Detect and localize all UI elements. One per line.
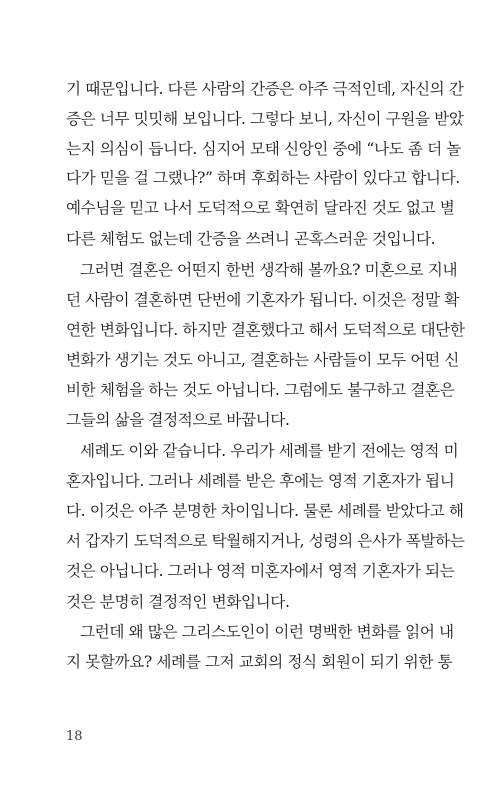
text-line: 그들의 삶을 결정적으로 바꿉니다. <box>66 411 290 429</box>
text-line: 기 때문입니다. 다른 사람의 간증은 아주 극적인데, 자신의 간 <box>66 80 464 98</box>
text-line: 비한 체험을 하는 것도 아닙니다. 그럼에도 불구하고 결혼은 <box>66 381 455 399</box>
text-line: 혼자입니다. 그러나 세례를 받은 후에는 영적 기혼자가 됩니 <box>66 472 455 490</box>
text-line: 변화가 생기는 것도 아니고, 결혼하는 사람들이 모두 어떤 신 <box>66 351 459 369</box>
text-line-paragraph-start: 그러면 결혼은 어떤지 한번 생각해 볼까요? 미혼으로 지내 <box>80 261 458 279</box>
text-line: 예수님을 믿고 나서 도덕적으로 확연히 달라진 것도 없고 별 <box>66 199 455 217</box>
text-line: 다른 체험도 없는데 간증을 쓰려니 곤혹스러운 것입니다. <box>66 230 436 248</box>
text-line: 다. 이것은 아주 분명한 차이입니다. 물론 세례를 받았다고 해 <box>66 502 464 520</box>
text-line-paragraph-start: 세례도 이와 같습니다. 우리가 세례를 받기 전에는 영적 미 <box>80 442 459 460</box>
text-line: 다가 믿을 걸 그랬나?” 하며 후회하는 사람이 있다고 합니다. <box>66 169 460 187</box>
text-line: 것은 아닙니다. 그러나 영적 미혼자에서 영적 기혼자가 되는 <box>66 562 455 580</box>
text-line: 것은 분명히 결정적인 변화입니다. <box>66 593 290 611</box>
text-line: 던 사람이 결혼하면 단번에 기혼자가 됩니다. 이것은 정말 확 <box>66 291 459 309</box>
text-line-paragraph-start: 그런데 왜 많은 그리스도인이 이런 명백한 변화를 읽어 내 <box>80 623 454 641</box>
text-line: 지 못할까요? 세례를 그저 교회의 정식 회원이 되기 위한 통 <box>66 653 453 671</box>
text-line: 연한 변화입니다. 하지만 결혼했다고 해서 도덕적으로 대단한 <box>66 321 465 339</box>
text-line: 서 갑자기 도덕적으로 탁월해지거나, 성령의 은사가 폭발하는 <box>66 532 465 550</box>
page-number: 18 <box>66 729 83 744</box>
text-line: 증은 너무 밋밋해 보입니다. 그렇다 보니, 자신이 구원을 받았 <box>66 110 464 128</box>
text-line: 는지 의심이 듭니다. 심지어 모태 신앙인 중에 “나도 좀 더 놀 <box>66 140 461 158</box>
